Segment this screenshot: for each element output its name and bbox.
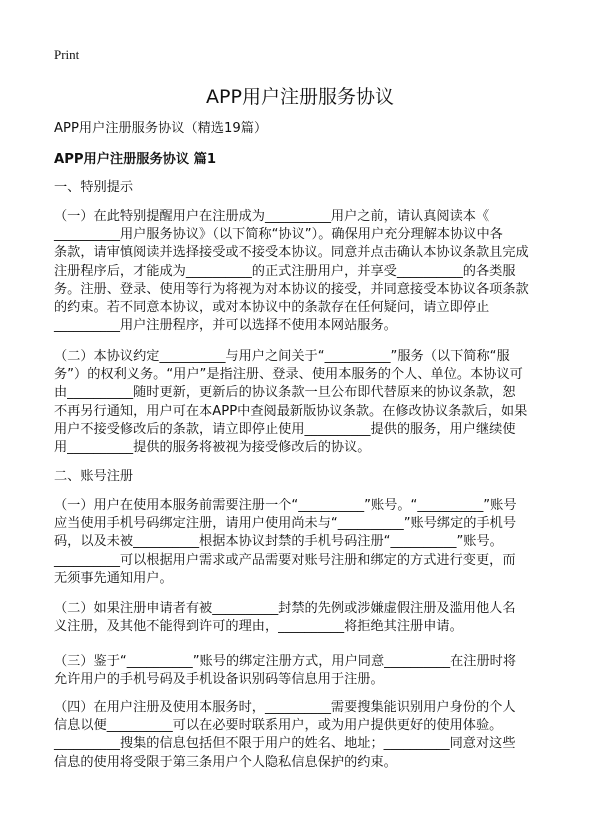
heading-account-registration: 二、账号注册: [54, 469, 134, 484]
paragraph-line: （一）在此特别提醒用户在注册成为__________用户之前，请认真阅读本《: [54, 209, 490, 224]
paragraph-line: 用户不接受修改后的条款，请立即停止使用__________提供的服务，用户继续使: [54, 421, 516, 437]
paragraph-line: 应当使用手机号码绑定注册，请用户使用尚未与“__________”账号绑定的手机号: [54, 516, 517, 532]
paragraph-line: 信息以便__________可以在必要时联系用户，或为用户提供更好的使用体验。: [54, 718, 503, 734]
paragraph-line: 信息的使用将受限于第三条用户个人隐私信息保护的约束。: [54, 754, 397, 770]
paragraph-line: 码，以及未被__________根据本协议封禁的手机号码注册“__________”账号。: [54, 534, 503, 550]
paragraph-line: 允许用户的手机号码及手机设备识别码等信息用于注册。: [54, 672, 384, 688]
paragraph-line: （二）如果注册申请者有被__________封禁的先例或涉嫌虚假注册及滥用他人名: [54, 601, 516, 616]
paragraph-line: 注册程序后，才能成为__________的正式注册用户，并享受__________的各类服: [54, 263, 516, 279]
paragraph-line: （二）本协议约定__________与用户之间关于“__________”服务（以下简称“服: [54, 349, 510, 364]
paragraph-line: __________搜集的信息包括但不限于用户的姓名、地址；__________同意对这些: [54, 736, 516, 752]
paragraph-line: __________用户服务协议》（以下简称“协议”）。确保用户充分理解本协议中各: [54, 227, 503, 243]
paragraph-5: [54, 653, 516, 689]
document-title: APP用户注册服务协议: [206, 86, 394, 108]
paragraph-line: __________可以根据用户需求或产品需要对账号注册和绑定的方式进行变更，而: [54, 552, 516, 568]
paragraph-line: 用__________提供的服务将被视为接受修改后的协议。: [54, 440, 371, 456]
paragraph-line: （一）用户在使用本服务前需要注册一个“__________”账号。“__________”账号: [54, 498, 517, 513]
paragraph-line: 不再另行通知，用户可在本APP中查阅最新版协议条款。在修改协议条款后，如果: [54, 403, 528, 419]
paragraph-line: 的约束。若不同意本协议，或对本协议中的条款存在任何疑问，请立即停止: [54, 300, 490, 316]
heading-special-notice: 一、特别提示: [54, 180, 134, 195]
paragraph-line: 无须事先通知用户。: [54, 570, 173, 586]
paragraph-2: [54, 348, 527, 457]
paragraph-3: [54, 497, 517, 588]
subtitle: APP用户注册服务协议（精选19篇）: [54, 121, 268, 136]
paragraph-line: __________用户注册程序，并可以选择不使用本网站服务。: [54, 318, 397, 334]
paragraph-line: 由__________随时更新，更新后的协议条款一旦公布即代替原来的协议条款，恕: [54, 385, 516, 401]
paragraph-line: 务。注册、登录、使用等行为将视为对本协议的接受，并同意接受本协议各项条款: [54, 281, 529, 297]
section-heading: APP用户注册服务协议 篇1: [54, 152, 216, 167]
paragraph-line: 条款，请审慎阅读并选择接受或不接受本协议。同意并点击确认本协议条款且完成: [54, 245, 529, 261]
print-label: Print: [54, 47, 80, 62]
paragraph-1: [54, 208, 529, 335]
paragraph-line: 务”）的权利义务。“用户”是指注册、登录、使用本服务的个人、单位。本协议可: [54, 367, 523, 383]
paragraph-line: 义注册，及其他不能得到许可的理由，__________将拒绝其注册申请。: [54, 619, 463, 635]
paragraph-line: （四）在用户注册及使用本服务时，__________需要搜集能识别用户身份的个人: [54, 700, 516, 715]
paragraph-line: （三）鉴于“__________”账号的绑定注册方式，用户同意__________在注册时将: [54, 654, 517, 669]
paragraph-4: [54, 600, 516, 636]
paragraph-6: [54, 699, 516, 772]
